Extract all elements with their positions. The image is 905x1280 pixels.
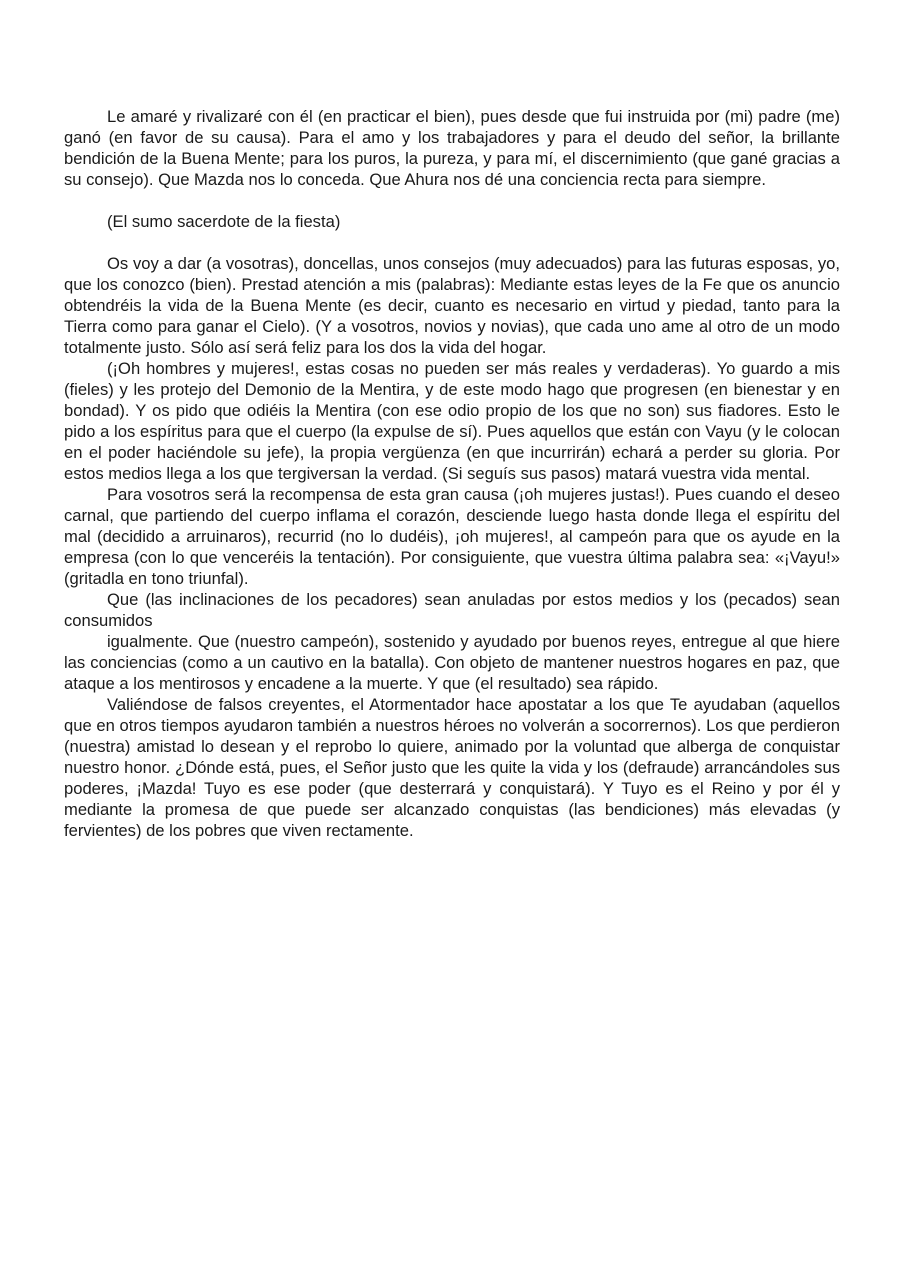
paragraph: Le amaré y rivalizaré con él (en practicar el bien), pues desde que fui instruida por (mi) padre (me) ganó (en favor de su causa). Para el amo y los trabajadores y para el deudo del señor, la brillante bendición de la Buena Mente; para los puros, la pureza, y para mí, el discernimiento (que gané gracias a su consejo). Que Mazda nos lo conceda. Que Ahura nos dé una conciencia recta para siempre. — [64, 107, 840, 189]
paragraph: Para vosotros será la recompensa de esta gran causa (¡oh mujeres justas!). Pues cuando el deseo carnal, que partiendo del cuerpo inflama el corazón, desciende luego hasta donde llega el espíritu del mal (decidido a arruinaros), recurrid (no lo dudéis), ¡oh mujeres!, al campeón para que os ayude en la empresa (con lo que venceréis la tentación). Por consiguiente, que vuestra última palabra sea: «¡Vayu!» (gritadla en tono triunfal). — [64, 485, 840, 588]
paragraph: igualmente. Que (nuestro campeón), sostenido y ayudado por buenos reyes, entregue al que hiere las conciencias (como a un cautivo en la batalla). Con objeto de mantener nuestros hogares en paz, que ataque a los mentirosos y encadene a la muerte. Y que (el resultado) sea rápido. — [64, 632, 840, 693]
paragraph-gap — [64, 190, 840, 211]
paragraph: Que (las inclinaciones de los pecadores) sean anuladas por estos medios y los (pecados) sean consumidos — [64, 590, 840, 630]
paragraph-gap — [64, 232, 840, 253]
document-page — [64, 106, 840, 841]
section-heading: (El sumo sacerdote de la fiesta) — [107, 212, 341, 231]
paragraph: Valiéndose de falsos creyentes, el Atormentador hace apostatar a los que Te ayudaban (aquellos que en otros tiempos ayudaron también a nuestros héroes no volverán a socorrernos). Los que perdieron (nuestra) amistad lo desean y el reprobo lo quiere, animado por la voluntad que alberga de conquistar nuestro honor. ¿Dónde está, pues, el Señor justo que les quite la vida y los (defraude) arrancándoles sus poderes, ¡Mazda! Tuyo es ese poder (que desterrará y conquistará). Y Tuyo es el Reino y por él y mediante la promesa de que puede ser alcanzado conquistas (las bendiciones) más elevadas (y fervientes) de los pobres que viven rectamente. — [64, 695, 840, 840]
paragraph: Os voy a dar (a vosotras), doncellas, unos consejos (muy adecuados) para las futuras esposas, yo, que los conozco (bien). Prestad atención a mis (palabras): Mediante estas leyes de la Fe que os anuncio obtendréis la vida de la Buena Mente (es decir, cuanto es necesario en virtud y piedad, tanto para la Tierra como para ganar el Cielo). (Y a vosotros, novios y novias), que cada uno ame al otro de un modo totalmente justo. Sólo así será feliz para los dos la vida del hogar. — [64, 254, 840, 357]
paragraph: (¡Oh hombres y mujeres!, estas cosas no pueden ser más reales y verdaderas). Yo guardo a mis (fieles) y les protejo del Demonio de la Mentira, y de este modo hago que progresen (en bienestar y en bondad). Y os pido que odiéis la Mentira (con ese odio propio de los que no son) sus fiadores. Esto le pido a los espíritus para que el cuerpo (la expulse de sí). Pues aquellos que están con Vayu (y le colocan en el poder haciéndole su jefe), la propia vergüenza (en que incurrirán) echará a perder su gloria. Por estos medios llega a los que tergiversan la verdad. (Si seguís sus pasos) matará vuestra vida mental. — [64, 359, 840, 483]
